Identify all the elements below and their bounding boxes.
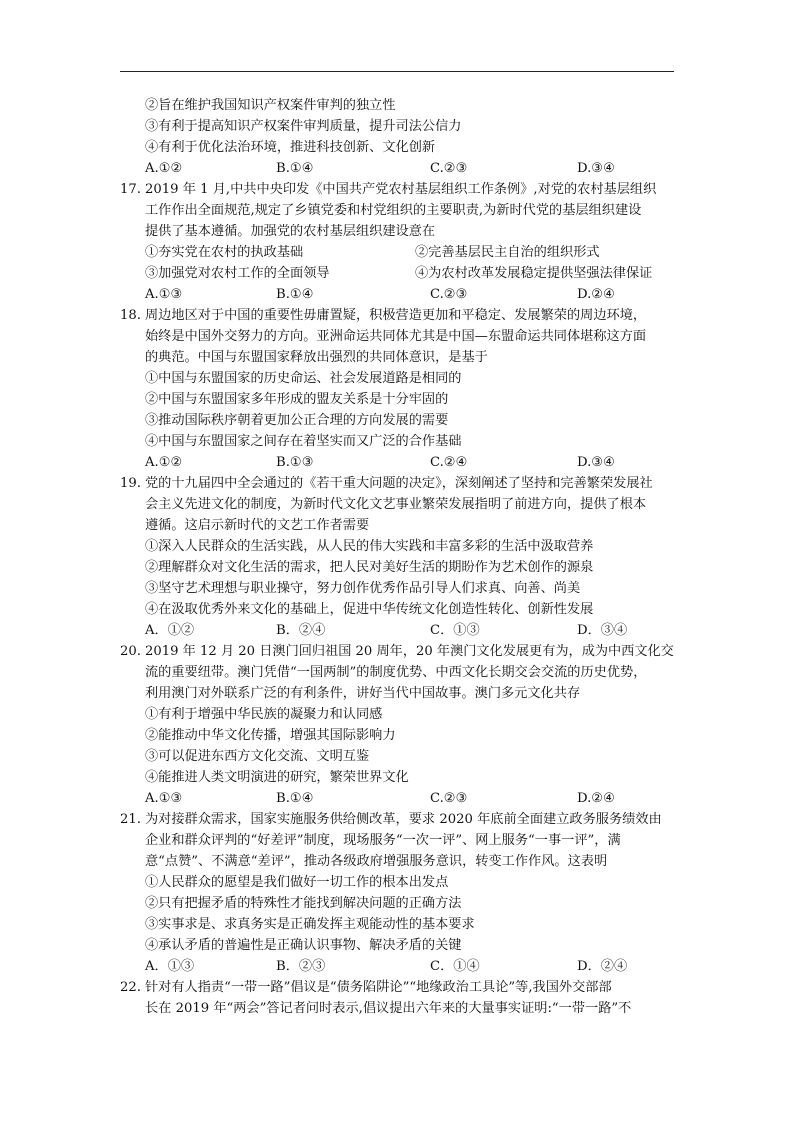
q16-option-a: A.①②	[145, 161, 183, 176]
q17-option-c: C.②③	[430, 287, 468, 302]
q21-option-c: C．①④	[430, 959, 480, 974]
q18-number: 18.	[120, 308, 141, 323]
q21-option-b: B．②③	[276, 959, 326, 974]
q21-option-d: D．②④	[577, 959, 628, 974]
q18-option-d: D.③④	[577, 455, 615, 470]
q21-stem-line-1: 为对接群众需求，国家实施服务供给侧改革，要求 2020 年底前全面建立政务服务绩效由	[145, 812, 662, 827]
header-rule	[120, 71, 674, 72]
q19-stem-line-3: 遵循。这启示新时代的文艺工作者需要	[145, 518, 370, 533]
q20-stem-line-1: 2019 年 12 月 20 日澳门回归祖国 20 周年，20 年澳门文化发展更有为，成为中西文化交	[145, 644, 674, 659]
q19-option-d: D．③④	[577, 623, 628, 638]
q20-number: 20.	[120, 644, 141, 659]
q18-item-2: ②中国与东盟国家多年形成的盟友关系是十分牢固的	[145, 392, 449, 407]
q22-stem-line-1: 针对有人指责“一带一路”倡议是“债务陷阱论”“地缘政治工具论”等,我国外交部部	[145, 980, 612, 995]
q21-item-2: ②只有把握矛盾的特殊性才能找到解决问题的正确方法	[145, 896, 462, 911]
q17-stem-line-2: 工作作出全面规范,规定了乡镇党委和村党组织的主要职责,为新时代党的基层组织建设	[145, 203, 642, 218]
q20-option-d: D.②④	[577, 791, 615, 806]
q16-option-b: B.①④	[276, 161, 314, 176]
q20-stem-line-2: 流的重要纽带。澳门凭借“一国两制”的制度优势、中西文化长期交会交流的历史优势，	[145, 665, 647, 680]
q19-option-a: A．①②	[145, 623, 195, 638]
q21-number: 21.	[120, 812, 141, 827]
q18-option-b: B.①③	[276, 455, 314, 470]
q17-number: 17.	[120, 182, 141, 197]
q21-stem-line-2: 企业和群众评判的“好差评”制度，现场服务“一次一评”、网上服务“一事一评”，满	[145, 833, 621, 848]
q16-option-d: D.③④	[577, 161, 615, 176]
q21-item-3: ③实事求是、求真务实是正确发挥主观能动性的基本要求	[145, 917, 475, 932]
q17-option-a: A.①③	[145, 287, 183, 302]
q16-item-3: ③有利于提高知识产权案件审判质量，提升司法公信力	[145, 119, 462, 134]
q17-stem-line-1: 2019 年 1 月,中共中央印发《中国共产党农村基层组织工作条例》,对党的农村基层组织	[145, 182, 657, 197]
q20-stem-line-3: 利用澳门对外联系广泛的有利条件，讲好当代中国故事。澳门多元文化共存	[145, 686, 581, 701]
q18-item-4: ④中国与东盟国家之间存在着坚实而又广泛的合作基础	[145, 434, 462, 449]
q16-item-2: ②旨在维护我国知识产权案件审判的独立性	[145, 98, 396, 113]
q20-item-1: ①有利于增强中华民族的凝聚力和认同感	[145, 707, 383, 722]
q19-item-4: ④在汲取优秀外来文化的基础上，促进中华传统文化创造性转化、创新性发展	[145, 602, 594, 617]
q21-stem-line-3: 意“点赞”、不满意“差评”，推动各级政府增强服务意识，转变工作作风。这表明	[145, 854, 608, 869]
q19-stem-line-2: 会主义先进文化的制度，为新时代文化文艺事业繁荣发展指明了前进方向，提供了根本	[145, 497, 647, 512]
q20-item-3: ③可以促进东西方文化交流、文明互鉴	[145, 749, 370, 764]
q17-stem-line-3: 提供了基本遵循。加强党的农村基层组织建设意在	[145, 224, 436, 239]
q19-option-c: C．①③	[430, 623, 480, 638]
q18-item-3: ③推动国际秩序朝着更加公正合理的方向发展的需要	[145, 413, 449, 428]
q21-option-a: A．①③	[145, 959, 195, 974]
q20-option-a: A.①③	[145, 791, 183, 806]
q17-item-2: ②完善基层民主自治的组织形式	[415, 245, 600, 260]
q20-option-c: C.②③	[430, 791, 468, 806]
q19-option-b: B．②④	[276, 623, 326, 638]
q17-item-4: ④为农村改革发展稳定提供坚强法律保证	[415, 266, 653, 281]
q21-item-4: ④承认矛盾的普遍性是正确认识事物、解决矛盾的关键	[145, 938, 462, 953]
q20-option-b: B.①④	[276, 791, 314, 806]
q19-item-2: ②理解群众对文化生活的需求，把人民对美好生活的期盼作为艺术创作的源泉	[145, 560, 594, 575]
q17-option-b: B.①④	[276, 287, 314, 302]
q19-item-1: ①深入人民群众的生活实践，从人民的伟大实践和丰富多彩的生活中汲取营养	[145, 539, 594, 554]
q20-item-4: ④能推进人类文明演进的研究，繁荣世界文化	[145, 770, 409, 785]
q16-item-4: ④有利于优化法治环境，推进科技创新、文化创新	[145, 140, 436, 155]
q20-item-2: ②能推动中华文化传播，增强其国际影响力	[145, 728, 396, 743]
q17-item-3: ③加强党对农村工作的全面领导	[145, 266, 330, 281]
q19-stem-line-1: 党的十九届四中全会通过的《若干重大问题的决定》，深刻阐述了坚持和完善繁荣发展社	[145, 476, 653, 491]
q22-number: 22.	[120, 980, 141, 995]
q18-stem-line-2: 始终是中国外交努力的方向。亚洲命运共同体尤其是中国—东盟命运共同体堪称这方面	[145, 329, 647, 344]
q18-option-a: A.①②	[145, 455, 183, 470]
q22-stem-line-2: 长在 2019 年“两会”答记者问时表示,倡议提出六年来的大量事实证明:“一带一路”不	[145, 1001, 632, 1016]
q21-item-1: ①人民群众的愿望是我们做好一切工作的根本出发点	[145, 875, 449, 890]
q19-item-3: ③坚守艺术理想与职业操守，努力创作优秀作品引导人们求真、向善、尚美	[145, 581, 581, 596]
q18-stem-line-1: 周边地区对于中国的重要性毋庸置疑，积极营造更加和平稳定、发展繁荣的周边环境，	[145, 308, 647, 323]
q18-option-c: C.②④	[430, 455, 468, 470]
q17-item-1: ①夯实党在农村的执政基础	[145, 245, 304, 260]
q18-stem-line-3: 的典范。中国与东盟国家释放出强烈的共同体意识，是基于	[145, 350, 488, 365]
q17-option-d: D.②④	[577, 287, 615, 302]
q18-item-1: ①中国与东盟国家的历史命运、社会发展道路是相同的	[145, 371, 462, 386]
q16-option-c: C.②③	[430, 161, 468, 176]
q19-number: 19.	[120, 476, 141, 491]
